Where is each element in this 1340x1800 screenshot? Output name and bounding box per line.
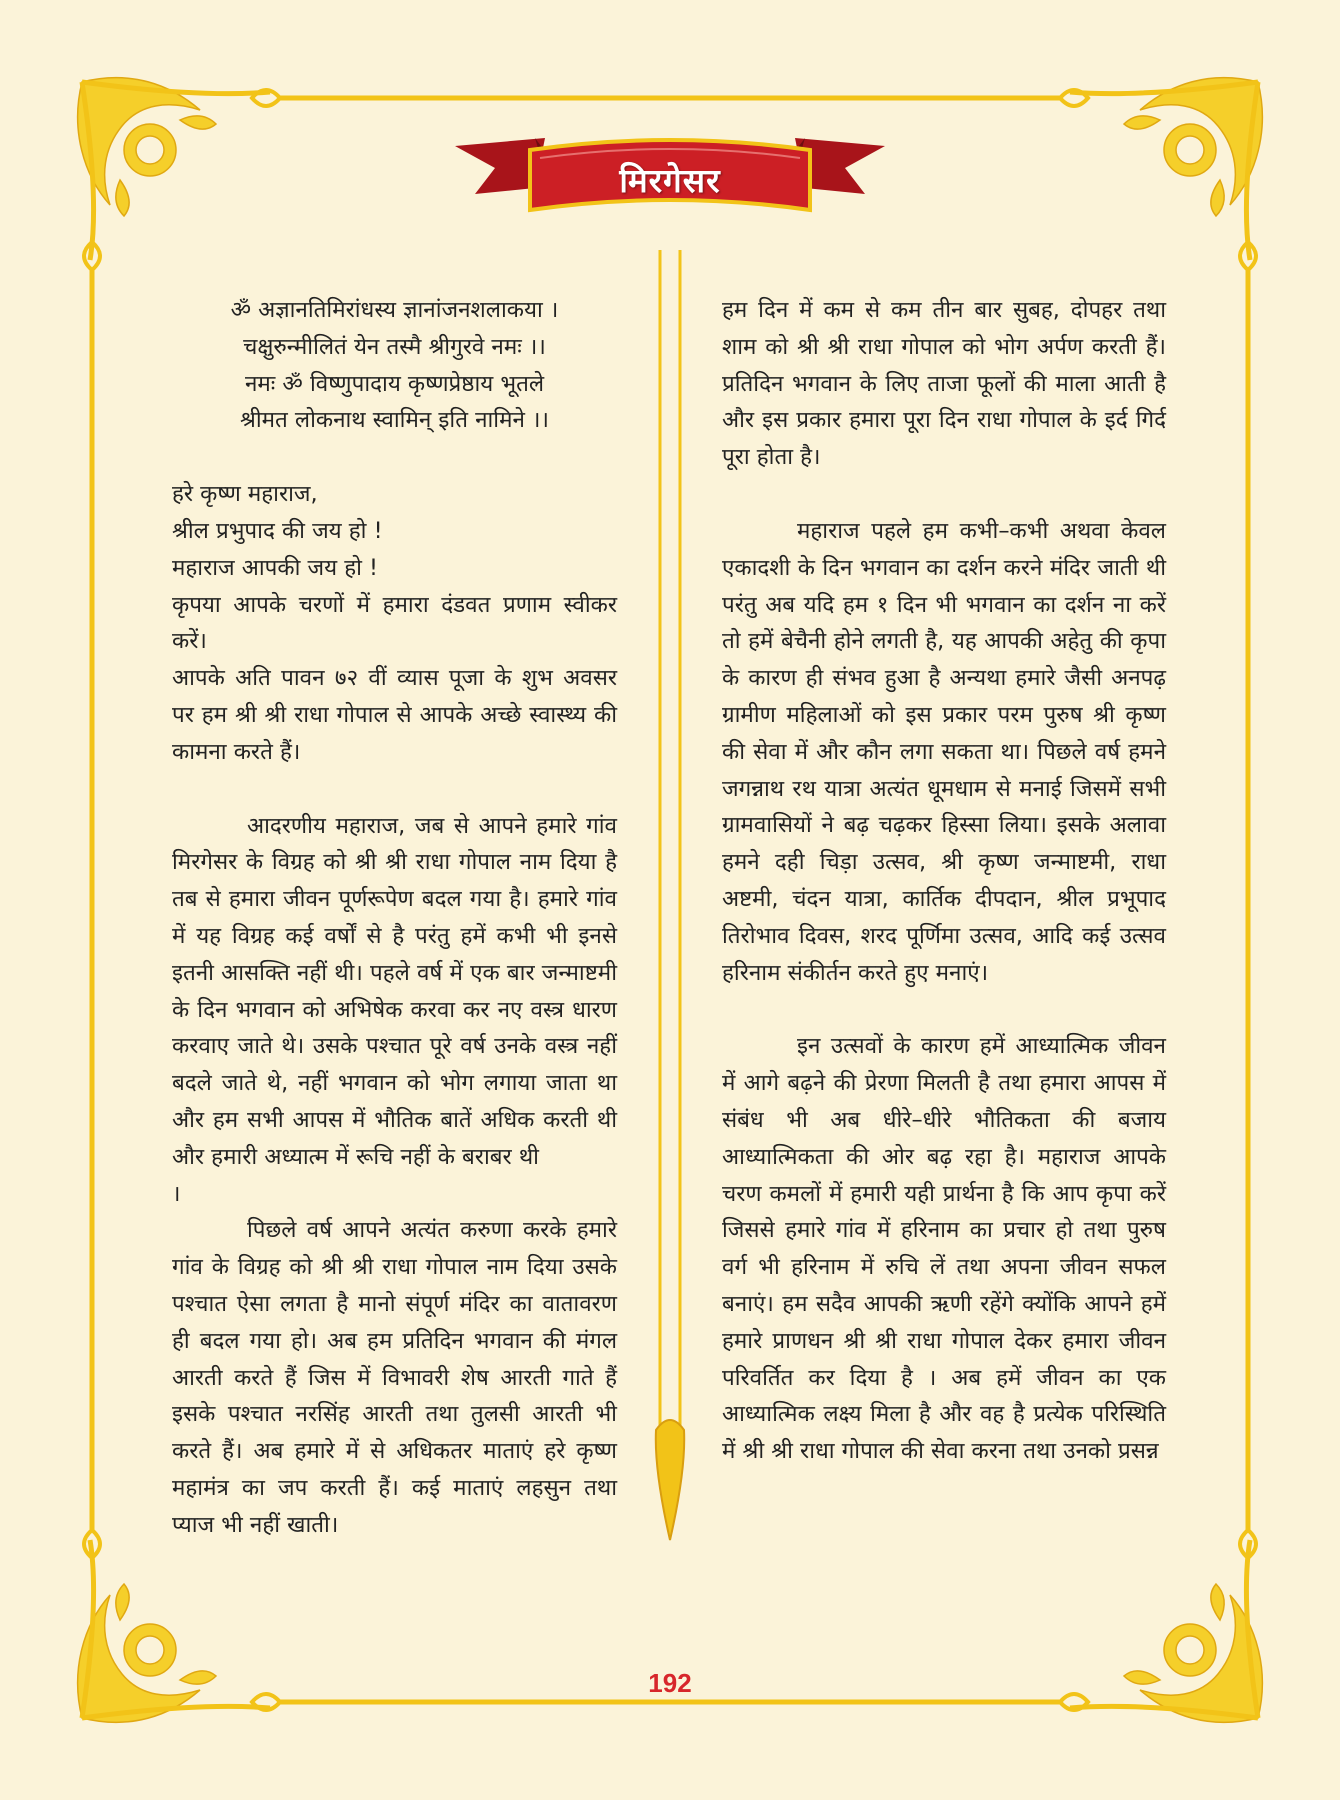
body-paragraph: आदरणीय महाराज, जब से आपने हमारे गांव मिरगेसर के विग्रह को श्री श्री राधा गोपाल नाम दिया है तब से हमारा जीवन पूर्णरूपेण बदल गया है। हमारे गांव में यह विग्रह कई वर्षों से है परंतु हमें कभी भी इनसे इतनी आसक्ति नहीं थी। पहले वर्ष में एक बार जन्माष्टमी के दिन भगवान को अभिषेक करवा कर नए वस्त्र धारण करवाए जाते थे। उसके पश्चात पूरे वर्ष उनके वस्त्र नहीं बदले जाते थे, नहीं भगवान को भोग लगाया जाता था और हम सभी आपस में भौतिक बातें अधिक करती थी और हमारी अध्यात्म में रूचि नहीं के बराबर थी [172,812,617,1170]
title-banner [455,128,885,228]
salutation: हरे कृष्ण महाराज, [172,481,318,508]
body-paragraph: इन उत्सवों के कारण हमें आध्यात्मिक जीवन में आगे बढ़ने की प्रेरणा मिलती है तथा हमारा आपस में संबंध भी अब धीरे–धीरे भौतिकता की बजाय आध्यात्मिकता की ओर बढ़ रहा है। महाराज आपके चरण कमलों में हमारी यही प्रार्थना है कि आप कृपा करें जिससे हमारे गांव में हरिनाम का प्रचार हो तथा पुरुष वर्ग भी हरिनाम में रुचि लें तथा अपना जीवन सफल बनाएं। हम सदैव आपकी ऋणी रहेंगे क्योंकि आपने हमें हमारे प्राणधन श्री श्री राधा गोपाल देकर हमारा जीवन परिवर्तित कर दिया है । अब हमें जीवन का एक आध्यात्मिक लक्ष्य मिला है और वह है प्रत्येक परिस्थिति में श्री श्री राधा गोपाल की सेवा करना तथा उनको प्रसन्न [722,1033,1166,1465]
page-number: 192 [648,1668,692,1698]
greeting-paragraph: कृपया आपके चरणों में हमारा दंडवत प्रणाम स्वीकर करें। [172,591,617,655]
salutation: महाराज आपकी जय हो ! [172,554,378,581]
page-title: मिरगेसर [619,161,721,200]
right-column [722,292,1166,1470]
body-paragraph: पिछले वर्ष आपने अत्यंत करुणा करके हमारे गांव के विग्रह को श्री श्री राधा गोपाल नाम दिया उसके पश्चात ऐसा लगता है मानो संपूर्ण मंदिर का वातावरण ही बदल गया हो। अब हम प्रतिदिन भगवान की मंगल आरती करते हैं जिस में विभावरी शेष आरती गाते हैं इसके पश्चात नरसिंह आरती तथा तुलसी आरती भी करते हैं। अब हमारे में से अधिकतर माताएं हरे कृष्ण महामंत्र का जप करती हैं। कई माताएं लहसुन तथा प्याज भी नहीं खाती। [172,1217,617,1538]
verse-line: ॐ अज्ञानतिमिरांधस्य ज्ञानांजनशलाकया । [230,297,559,323]
body-paragraph: महाराज पहले हम कभी–कभी अथवा केवल एकादशी के दिन भगवान का दर्शन करने मंदिर जाती थी परंतु अब यदि हम १ दिन भी भगवान का दर्शन ना करें तो हमें बेचैनी होने लगती है, यह आपकी अहेतु की कृपा के कारण ही संभव हुआ है अन्यथा हमारे जैसी अनपढ़ ग्रामीण महिलाओं को इस प्रकार परम पुरुष श्री कृष्ण की सेवा में और कौन लगा सकता था। पिछले वर्ष हमने जगन्नाथ रथ यात्रा अत्यंत धूमधाम से मनाई जिसमें सभी ग्रामवासियों ने बढ़ चढ़कर हिस्सा लिया। इसके अलावा हमने दही चिड़ा उत्सव, श्री कृष्ण जन्माष्टमी, राधा अष्टमी, चंदन यात्रा, कार्तिक दीपदान, श्रील प्रभूपाद तिरोभाव दिवस, शरद पूर्णिमा उत्सव, आदि कई उत्सव हरिनाम संकीर्तन करते हुए मनाएं। [722,517,1166,986]
body-paragraph-end: । [172,1180,181,1207]
verse-line: श्रीमत लोकनाथ स्वामिन् इति नामिने ।। [239,407,550,434]
greeting-paragraph: आपके अति पावन ७२ वीं व्यास पूजा के शुभ अवसर पर हम श्री श्री राधा गोपाल से आपके अच्छे स्वास्थ्य की कामना करते हैं। [172,665,617,765]
body-paragraph: हम दिन में कम से कम तीन बार सुबह, दोपहर तथा शाम को श्री श्री राधा गोपाल को भोग अर्पण करती हैं। प्रतिदिन भगवान के लिए ताजा फूलों की माला आती है और इस प्रकार हमारा पूरा दिन राधा गोपाल के इर्द गिर्द पूरा होता है। [722,297,1166,471]
verse-line: चक्षुरुन्मीलितं येन तस्मै श्रीगुरवे नमः ।। [243,333,546,360]
invocation-verse [172,292,617,439]
left-column [172,292,617,1544]
verse-line: नमः ॐ विष्णुपादाय कृष्णप्रेष्ठाय भूतले [244,370,545,397]
salutation: श्रील प्रभुपाद की जय हो ! [172,517,383,544]
column-divider [648,250,692,1600]
